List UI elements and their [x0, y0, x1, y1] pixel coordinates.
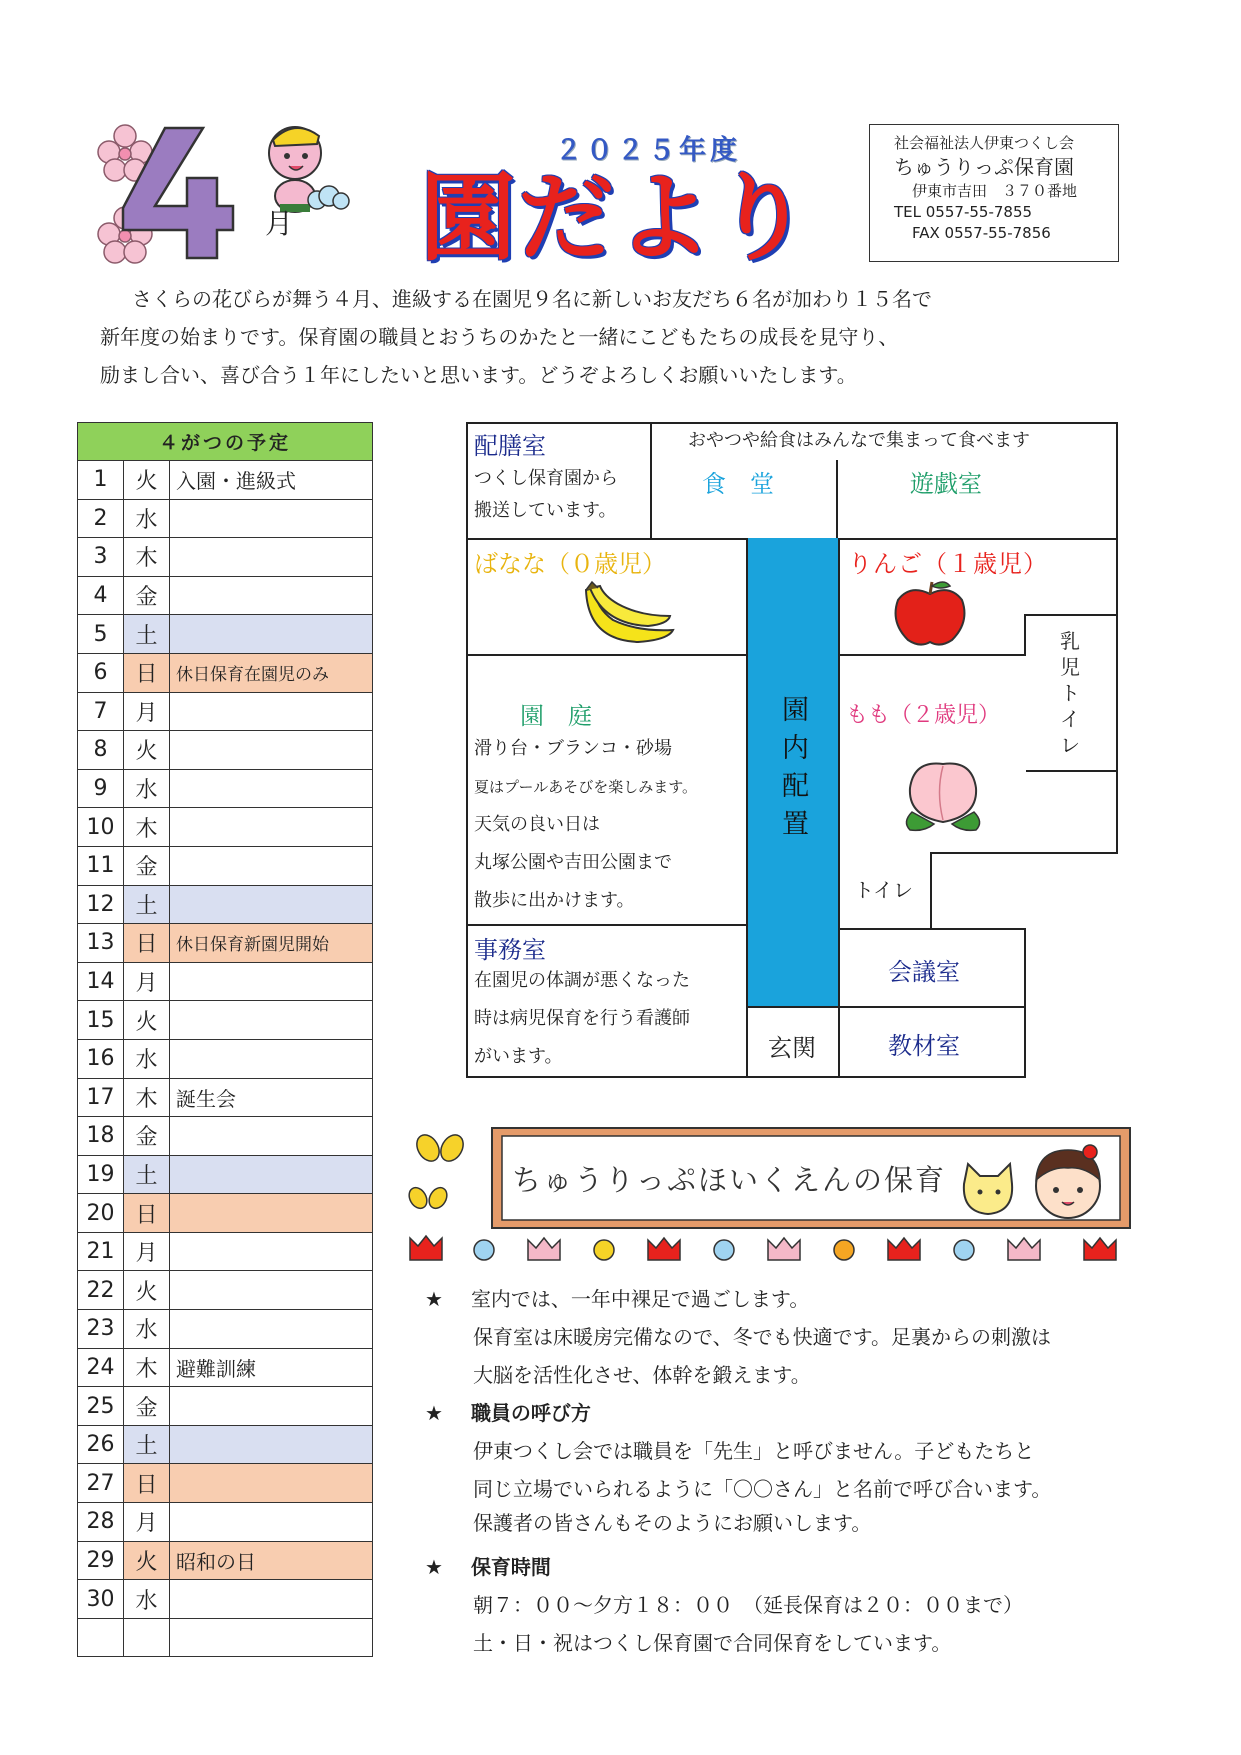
garden-desc: 滑り台・ブランコ・砂場	[474, 738, 672, 759]
schedule-row	[78, 846, 373, 885]
schedule-event	[170, 1194, 373, 1233]
note-item	[425, 1280, 1145, 1394]
schedule-event	[170, 576, 373, 615]
schedule-event	[170, 1580, 373, 1619]
schedule-day	[78, 1618, 124, 1657]
schedule-row	[78, 1194, 373, 1233]
schedule-day: 26	[78, 1425, 124, 1464]
serving-room-desc: 搬送しています。	[474, 500, 617, 521]
garden-desc: 天気の良い日は	[474, 814, 600, 835]
schedule-row	[78, 1271, 373, 1310]
schedule-weekday: 火	[124, 1271, 170, 1310]
office-desc: 時は病児保育を行う看護師	[474, 1008, 690, 1029]
schedule-row	[78, 538, 373, 577]
butterfly-icon	[412, 1131, 467, 1165]
note-line: 大脳を活性化させ、体幹を鍛えます。	[473, 1363, 811, 1387]
schedule-weekday: 木	[124, 538, 170, 577]
schedule-event	[170, 885, 373, 924]
schedule-row	[78, 1580, 373, 1619]
playroom	[836, 460, 1118, 540]
schedule-row	[78, 1425, 373, 1464]
schedule-row	[78, 461, 373, 500]
dining-hall-label: 食 堂	[702, 470, 774, 498]
schedule-event	[170, 499, 373, 538]
schedule-row	[78, 1348, 373, 1387]
dining-hall	[650, 460, 838, 540]
dining-note: おやつや給食はみんなで集まって食べます	[688, 430, 1030, 451]
intro-line: さくらの花びらが舞う４月、進級する在園児９名に新しいお友だち６名が加わり１５名で	[132, 287, 932, 311]
schedule-weekday: 木	[124, 1348, 170, 1387]
schedule-event	[170, 1425, 373, 1464]
meeting-room-label: 会議室	[888, 958, 960, 986]
schedule-day: 18	[78, 1117, 124, 1156]
girl-character-icon	[1036, 1145, 1100, 1218]
schedule-day: 21	[78, 1232, 124, 1271]
hoiku-banner	[408, 1120, 1133, 1270]
schedule-event: 入園・進級式	[170, 461, 373, 500]
schedule-row	[78, 1310, 373, 1349]
schedule-day: 15	[78, 1001, 124, 1040]
schedule-weekday: 土	[124, 1155, 170, 1194]
serving-room	[466, 422, 652, 540]
note-heading: 室内では、一年中裸足で過ごします。	[470, 1287, 810, 1311]
schedule-weekday: 月	[124, 1232, 170, 1271]
schedule-weekday: 水	[124, 1580, 170, 1619]
schedule-weekday: 月	[124, 692, 170, 731]
schedule-row	[78, 769, 373, 808]
note-line: 朝７：００～夕方１８：００ （延長保育は２０：００まで）	[473, 1593, 1023, 1617]
schedule-weekday	[124, 1618, 170, 1657]
note-line: 土・日・祝はつくし保育園で合同保育をしています。	[473, 1631, 952, 1655]
schedule-event: 休日保育新園児開始	[170, 924, 373, 963]
schedule-row	[78, 1001, 373, 1040]
schedule-day: 5	[78, 615, 124, 654]
newsletter-title: 園だより	[420, 162, 812, 274]
entrance	[746, 1006, 840, 1078]
schedule-weekday: 火	[124, 1541, 170, 1580]
fiscal-year-title: ２０２５年度	[555, 135, 741, 166]
office	[466, 924, 748, 1078]
serving-room-label: 配膳室	[474, 432, 546, 460]
schedule-weekday: 土	[124, 1425, 170, 1464]
room-banana	[466, 538, 748, 656]
room-ringo-label: りんご（１歳児）	[848, 550, 1048, 578]
schedule-day: 1	[78, 461, 124, 500]
schedule-event	[170, 731, 373, 770]
schedule-day: 6	[78, 653, 124, 692]
note-line: 保護者の皆さんもそのようにお願いします。	[473, 1511, 872, 1535]
apple-icon	[890, 578, 970, 650]
schedule-row	[78, 885, 373, 924]
schedule-event	[170, 1387, 373, 1426]
note-line: 同じ立場でいられるように「〇〇さん」と名前で呼び合います。	[473, 1477, 1052, 1501]
hallway-label: 園内配置	[782, 695, 809, 840]
schedule-weekday: 金	[124, 1387, 170, 1426]
schedule-day: 4	[78, 576, 124, 615]
intro-line: 励まし合い、喜び合う１年にしたいと思います。どうぞよろしくお願いいたします。	[100, 363, 857, 387]
hoiku-notes	[425, 1280, 1145, 1662]
schedule-event	[170, 808, 373, 847]
schedule-row	[78, 731, 373, 770]
garden-label: 園 庭	[520, 702, 592, 730]
schedule-day: 14	[78, 962, 124, 1001]
garden-desc: 丸塚公園や吉田公園まで	[474, 852, 672, 873]
schedule-day: 2	[78, 499, 124, 538]
schedule-day: 27	[78, 1464, 124, 1503]
schedule-day: 24	[78, 1348, 124, 1387]
room-banana-label: ばなな（０歳児）	[474, 550, 666, 578]
schedule-row	[78, 1464, 373, 1503]
schedule-row	[78, 962, 373, 1001]
schedule-event: 避難訓練	[170, 1348, 373, 1387]
org-corporation: 社会福祉法人伊東つくし会	[894, 134, 1075, 152]
schedule-weekday: 水	[124, 769, 170, 808]
schedule-day: 17	[78, 1078, 124, 1117]
schedule-day: 19	[78, 1155, 124, 1194]
infant-toilet	[1024, 614, 1118, 772]
office-desc: がいます。	[474, 1046, 563, 1067]
schedule-weekday: 水	[124, 499, 170, 538]
schedule-day: 13	[78, 924, 124, 963]
schedule-day: 16	[78, 1039, 124, 1078]
schedule-weekday: 金	[124, 1117, 170, 1156]
star-icon: ★	[425, 1555, 443, 1579]
schedule-event: 昭和の日	[170, 1541, 373, 1580]
april-schedule-table	[77, 422, 373, 1657]
schedule-weekday: 日	[124, 653, 170, 692]
org-tel: TEL 0557-55-7855	[894, 203, 1033, 221]
schedule-day: 22	[78, 1271, 124, 1310]
meeting-room	[838, 928, 1026, 1008]
note-heading: 職員の呼び方	[470, 1401, 591, 1425]
schedule-event	[170, 1503, 373, 1542]
schedule-row	[78, 1503, 373, 1542]
schedule-event: 誕生会	[170, 1078, 373, 1117]
schedule-day: 20	[78, 1194, 124, 1233]
schedule-weekday: 土	[124, 615, 170, 654]
materials-room-label: 教材室	[888, 1032, 960, 1060]
schedule-event	[170, 1232, 373, 1271]
schedule-weekday: 金	[124, 846, 170, 885]
schedule-row	[78, 499, 373, 538]
schedule-weekday: 水	[124, 1310, 170, 1349]
schedule-day: 10	[78, 808, 124, 847]
materials-room	[838, 1006, 1026, 1078]
schedule-event	[170, 615, 373, 654]
schedule-event	[170, 1618, 373, 1657]
banner-title: ちゅうりっぷほいくえんの保育	[512, 1163, 947, 1197]
schedule-event	[170, 1155, 373, 1194]
schedule-weekday: 木	[124, 1078, 170, 1117]
schedule-day: 29	[78, 1541, 124, 1580]
intro-line: 新年度の始まりです。保育園の職員とおうちのかたと一緒にこどもたちの成長を見守り、	[100, 325, 899, 349]
schedule-day: 9	[78, 769, 124, 808]
note-item	[425, 1394, 1145, 1538]
schedule-event	[170, 1310, 373, 1349]
butterfly-icon	[408, 1184, 450, 1211]
schedule-weekday: 日	[124, 924, 170, 963]
month-label: 月	[265, 208, 294, 239]
schedule-day: 3	[78, 538, 124, 577]
star-icon: ★	[425, 1287, 443, 1311]
schedule-day: 8	[78, 731, 124, 770]
entrance-label: 玄関	[768, 1034, 816, 1062]
schedule-event	[170, 769, 373, 808]
schedule-day: 12	[78, 885, 124, 924]
note-line: 保育室は床暖房完備なので、冬でも快適です。足裏からの刺激は	[473, 1325, 1051, 1349]
schedule-weekday: 日	[124, 1194, 170, 1233]
org-name: ちゅうりっぷ保育園	[894, 155, 1074, 179]
schedule-row	[78, 615, 373, 654]
schedule-row	[78, 1039, 373, 1078]
schedule-event: 休日保育在園児のみ	[170, 653, 373, 692]
schedule-event	[170, 1271, 373, 1310]
schedule-weekday: 木	[124, 808, 170, 847]
schedule-weekday: 水	[124, 1039, 170, 1078]
schedule-weekday: 金	[124, 576, 170, 615]
infant-toilet-label: 乳児トイレ	[1060, 629, 1080, 757]
toilet-label: トイレ	[854, 878, 913, 902]
intro-paragraph	[100, 280, 1100, 394]
org-fax: FAX 0557-55-7856	[912, 224, 1051, 242]
garden-desc: 夏はプールあそびを楽しみます。	[474, 778, 698, 796]
schedule-event	[170, 692, 373, 731]
room-momo	[838, 654, 1026, 854]
tulip-row-icon	[410, 1236, 1116, 1260]
schedule-day: 28	[78, 1503, 124, 1542]
schedule-weekday: 火	[124, 1001, 170, 1040]
organization-info-box	[869, 124, 1119, 262]
schedule-row	[78, 1618, 373, 1657]
april-header-illustration	[95, 118, 365, 268]
office-desc: 在園児の体調が悪くなった	[474, 970, 690, 991]
schedule-event	[170, 962, 373, 1001]
peach-icon	[900, 752, 986, 838]
note-line: 伊東つくし会では職員を「先生」と呼びません。子どもたちと	[473, 1439, 1035, 1463]
schedule-row	[78, 1541, 373, 1580]
schedule-weekday: 月	[124, 1503, 170, 1542]
schedule-title: ４がつの予定	[78, 423, 373, 461]
schedule-row	[78, 692, 373, 731]
schedule-event	[170, 1001, 373, 1040]
garden-desc: 散歩に出かけます。	[474, 890, 635, 911]
schedule-weekday: 月	[124, 962, 170, 1001]
banana-icon	[578, 580, 678, 650]
room-momo-label: もも（２歳児）	[846, 703, 1001, 728]
office-label: 事務室	[474, 936, 546, 964]
schedule-row	[78, 808, 373, 847]
schedule-day: 30	[78, 1580, 124, 1619]
schedule-row	[78, 1155, 373, 1194]
garden	[466, 654, 748, 926]
note-item	[425, 1548, 1145, 1662]
serving-room-desc: つくし保育園から	[474, 468, 618, 489]
schedule-row	[78, 924, 373, 963]
schedule-event	[170, 538, 373, 577]
schedule-day: 25	[78, 1387, 124, 1426]
schedule-weekday: 日	[124, 1464, 170, 1503]
schedule-weekday: 土	[124, 885, 170, 924]
schedule-weekday: 火	[124, 461, 170, 500]
toilet	[838, 852, 932, 930]
schedule-event	[170, 846, 373, 885]
floor-plan	[466, 422, 1118, 1078]
schedule-row	[78, 1078, 373, 1117]
schedule-row	[78, 576, 373, 615]
schedule-event	[170, 1117, 373, 1156]
star-icon: ★	[425, 1401, 443, 1425]
org-address: 伊東市吉田 ３７０番地	[912, 182, 1078, 200]
schedule-event	[170, 1464, 373, 1503]
note-heading: 保育時間	[470, 1555, 551, 1579]
schedule-day: 11	[78, 846, 124, 885]
schedule-row	[78, 1117, 373, 1156]
schedule-event	[170, 1039, 373, 1078]
playroom-label: 遊戯室	[910, 470, 982, 498]
schedule-day: 7	[78, 692, 124, 731]
schedule-row	[78, 653, 373, 692]
schedule-row	[78, 1232, 373, 1271]
schedule-day: 23	[78, 1310, 124, 1349]
schedule-weekday: 火	[124, 731, 170, 770]
schedule-row	[78, 1387, 373, 1426]
